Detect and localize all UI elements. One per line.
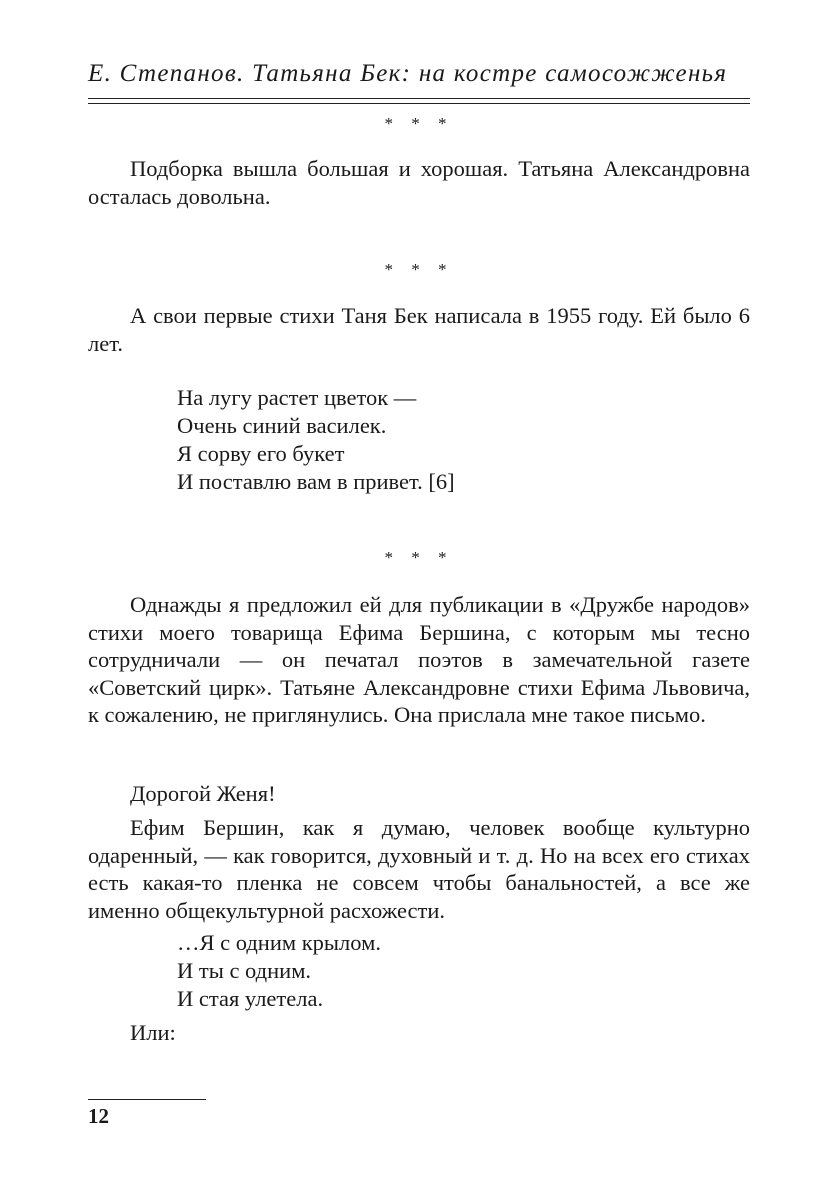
poem-line: И стая улетела. xyxy=(177,986,324,1011)
poem-line: На лугу растет цветок — xyxy=(177,385,417,410)
section-break-3: * * * xyxy=(384,548,454,567)
paragraph-3: Однажды я предложил ей для публикации в «Дружбе народов» стихи моего товарища Ефима Бершина, с которым мы тесно сотрудничали — он печатал поэтов в замечательной газете «Советский цирк». Татьяне Александровне стихи Ефима Львовича, к сожалению, не приглянулись. Она прислала мне такое письмо. xyxy=(88,592,750,727)
poem-line: Я сорву его букет xyxy=(177,441,345,466)
ili-line: Или: xyxy=(130,1020,176,1045)
paragraph-4: Ефим Бершин, как я думаю, человек вообще культурно одаренный, — как говорится, духовный и т. д. Но на всех его стихах есть какая-то пленка не совсем чтобы банальностей, а все же именно общекультурной расхожести. xyxy=(88,815,750,923)
poem-line: И ты с одним. xyxy=(177,958,312,983)
poem-line: Очень синий василек. xyxy=(177,413,387,438)
running-header: Е. Степанов. Татьяна Бек: на костре самосожженья xyxy=(88,60,728,87)
header-rule-thick xyxy=(88,98,750,99)
section-break-1: * * * xyxy=(384,114,454,133)
paragraph-2: А свои первые стихи Таня Бек написала в 1955 году. Ей было 6 лет. xyxy=(88,303,750,356)
paragraph-1: Подборка вышла большая и хорошая. Татьяна Александровна осталась довольна. xyxy=(88,156,750,209)
footer-rule xyxy=(88,1099,206,1100)
header-rule-thin xyxy=(88,103,750,104)
poem-line: И поставлю вам в привет. [6] xyxy=(177,469,455,494)
section-break-2: * * * xyxy=(384,260,454,279)
poem-line: …Я с одним крылом. xyxy=(177,930,381,955)
page-number: 12 xyxy=(88,1104,109,1128)
letter-greeting: Дорогой Женя! xyxy=(130,781,276,806)
